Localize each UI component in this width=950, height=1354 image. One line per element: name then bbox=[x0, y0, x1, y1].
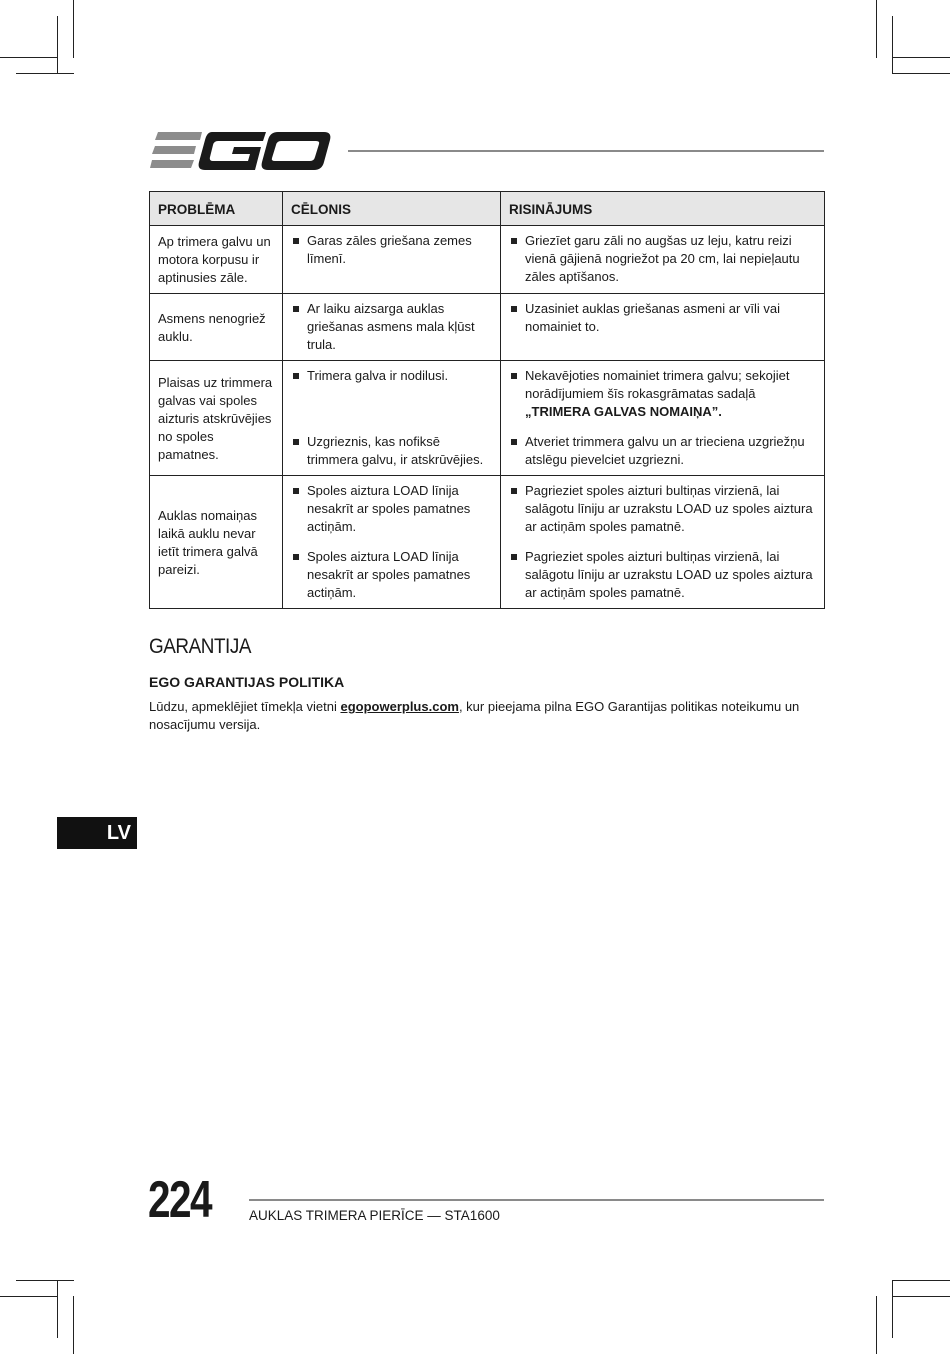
table-row bbox=[150, 226, 825, 294]
solution-cell bbox=[501, 476, 825, 609]
ego-logo bbox=[150, 130, 332, 172]
crop-mark bbox=[892, 1296, 950, 1297]
language-tab: LV bbox=[57, 817, 137, 849]
column-header: RISINĀJUMS bbox=[501, 192, 825, 226]
warranty-paragraph: Lūdzu, apmeklējiet tīmekļa vietni egopowerplus.com, kur pieejama pilna EGO Garantijas politikas noteikumu un nosacījumu versija. bbox=[149, 699, 800, 732]
crop-mark bbox=[16, 1280, 74, 1281]
solution-item: Nekavējoties nomainiet trimera galvu; sekojiet norādījumiem šīs rokasgrāmatas sadaļā „TRIMERA GALVAS NOMAIŅA”. bbox=[509, 367, 816, 421]
header-rule bbox=[348, 150, 824, 152]
cause-item: Ar laiku aizsarga auklas griešanas asmens mala kļūst trula. bbox=[291, 300, 492, 354]
problem-cell: Auklas nomaiņas laikā auklu nevar ietīt trimera galvā pareizi. bbox=[150, 476, 283, 609]
crop-mark bbox=[892, 16, 893, 74]
troubleshooting-table bbox=[149, 191, 825, 609]
solution-item: Griezīet garu zāli no augšas uz leju, katru reizi vienā gājienā nogriežot pa 20 cm, lai nepieļautu zāles aptīšanos. bbox=[509, 232, 816, 286]
solution-cell bbox=[501, 361, 825, 476]
page-number: 224 bbox=[148, 1171, 211, 1229]
section-heading: GARANTIJA bbox=[149, 635, 252, 658]
crop-mark bbox=[16, 73, 74, 74]
cause-item: Garas zāles griešana zemes līmenī. bbox=[291, 232, 492, 268]
crop-mark bbox=[57, 1280, 58, 1338]
crop-mark bbox=[73, 1296, 74, 1354]
column-header: PROBLĒMA bbox=[150, 192, 283, 226]
problem-cell: Plaisas uz trimmera galvas vai spoles aizturis atskrūvējies no spoles pamatnes. bbox=[150, 361, 283, 476]
cause-item: Spoles aiztura LOAD līnija nesakrīt ar spoles pamatnes actiņām. bbox=[291, 482, 492, 536]
table-row bbox=[150, 294, 825, 361]
crop-mark bbox=[892, 1280, 950, 1281]
cause-cell bbox=[283, 361, 501, 476]
crop-mark bbox=[0, 1296, 58, 1297]
crop-mark bbox=[892, 57, 950, 58]
table-row bbox=[150, 476, 825, 609]
crop-mark bbox=[73, 0, 74, 58]
crop-mark bbox=[0, 57, 58, 58]
solution-cell bbox=[501, 294, 825, 361]
solution-item: Uzasiniet auklas griešanas asmeni ar vīli vai nomainiet to. bbox=[509, 300, 816, 336]
column-header: CĒLONIS bbox=[283, 192, 501, 226]
crop-mark bbox=[876, 0, 877, 58]
table-header-row bbox=[150, 192, 825, 226]
footer-title: AUKLAS TRIMERA PIERĪCE — STA1600 bbox=[249, 1208, 500, 1223]
footer-rule bbox=[249, 1199, 824, 1201]
crop-mark bbox=[892, 1280, 893, 1338]
cause-item: Spoles aiztura LOAD līnija nesakrīt ar spoles pamatnes actiņām. bbox=[291, 548, 492, 602]
solution-cell bbox=[501, 226, 825, 294]
solution-item: Pagrieziet spoles aizturi bultiņas virzienā, lai salāgotu līniju ar uzrakstu LOAD uz spoles aiztura ar actiņām spoles pamatnē. bbox=[509, 548, 816, 602]
problem-cell: Asmens nenogriež auklu. bbox=[150, 294, 283, 361]
cause-cell bbox=[283, 294, 501, 361]
solution-item: Pagrieziet spoles aizturi bultiņas virzienā, lai salāgotu līniju ar uzrakstu LOAD uz spoles aiztura ar actiņām spoles pamatnē. bbox=[509, 482, 816, 536]
solution-item: Atveriet trimmera galvu un ar trieciena uzgriežņu atslēgu pievelciet uzgriezni. bbox=[509, 433, 816, 469]
table-row bbox=[150, 361, 825, 476]
cause-item: Trimera galva ir nodilusi. bbox=[291, 367, 492, 385]
cause-cell bbox=[283, 476, 501, 609]
problem-cell: Ap trimera galvu un motora korpusu ir aptinusies zāle. bbox=[150, 226, 283, 294]
cause-item: Uzgrieznis, kas nofiksē trimmera galvu, ir atskrūvējies. bbox=[291, 433, 492, 469]
crop-mark bbox=[892, 73, 950, 74]
website-link[interactable]: egopowerplus.com bbox=[340, 699, 459, 714]
section-subheading: EGO GARANTIJAS POLITIKA bbox=[149, 674, 345, 690]
crop-mark bbox=[57, 16, 58, 74]
crop-mark bbox=[876, 1296, 877, 1354]
cause-cell bbox=[283, 226, 501, 294]
